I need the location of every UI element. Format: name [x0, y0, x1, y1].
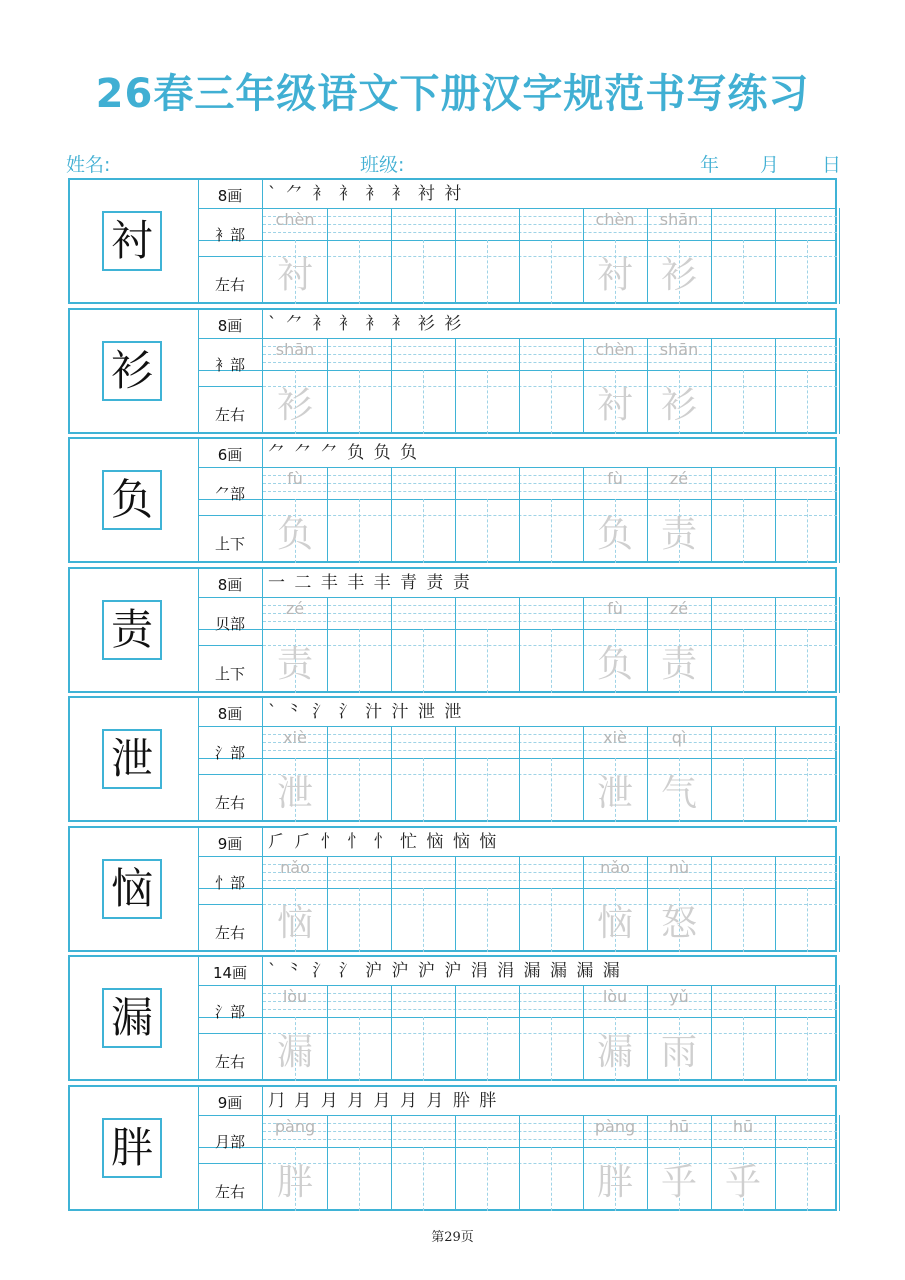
- trace-char: 衬: [276, 255, 313, 296]
- divider: [198, 338, 837, 339]
- divider: [198, 1163, 262, 1164]
- guide-line: [423, 1147, 424, 1211]
- char-block-负: [68, 437, 837, 563]
- stroke-order: ` ⺀ 氵 氵 汁 汁 泄 泄: [268, 702, 464, 722]
- guide-line: [551, 758, 552, 822]
- cell-border: [519, 467, 520, 563]
- guide-line: [263, 216, 837, 217]
- model-char: 胖: [102, 1118, 162, 1178]
- guide-line: [263, 742, 837, 743]
- month-label: 月: [760, 154, 780, 176]
- word-trace-char: 乎: [660, 1161, 697, 1203]
- word-pinyin: yǔ: [669, 987, 689, 1006]
- model-char: 衫: [102, 341, 162, 401]
- word-trace-char: 负: [596, 514, 633, 555]
- divider: [198, 985, 837, 986]
- radical: 衤部: [214, 226, 245, 244]
- cell-border: [455, 208, 456, 304]
- cell-border: [391, 856, 392, 952]
- radical: 氵部: [214, 744, 245, 762]
- cell-border: [519, 338, 520, 434]
- guide-line: [807, 1017, 808, 1081]
- stroke-count: 14画: [212, 964, 248, 982]
- radical: ⺈部: [214, 485, 245, 503]
- word-trace-char: 乎: [724, 1161, 761, 1203]
- word-pinyin: shān: [659, 339, 699, 359]
- word-pinyin: hū: [732, 1116, 754, 1136]
- cell-border: [519, 985, 520, 1081]
- cell-border: [455, 856, 456, 952]
- model-char: 恼: [102, 859, 162, 919]
- cell-border: [391, 208, 392, 304]
- cell-border: [519, 856, 520, 952]
- cell-border: [711, 208, 712, 304]
- guide-line: [551, 629, 552, 693]
- guide-line: [551, 888, 552, 952]
- guide-line: [487, 240, 488, 304]
- cell-border: [327, 338, 328, 434]
- trace-char: 泄: [276, 773, 313, 814]
- guide-line: [263, 904, 837, 905]
- cell-border: [455, 467, 456, 563]
- divider: [198, 904, 262, 905]
- guide-line: [359, 1017, 360, 1081]
- guide-line: [423, 629, 424, 693]
- guide-line: [263, 880, 837, 881]
- guide-line: [359, 499, 360, 563]
- divider: [198, 856, 837, 857]
- word-trace-char: 衬: [596, 255, 633, 296]
- cell-border: [711, 467, 712, 563]
- radical: 衤部: [214, 355, 245, 374]
- guide-line: [423, 758, 424, 822]
- guide-line: [263, 645, 837, 646]
- guide-line: [423, 888, 424, 952]
- guide-line: [423, 499, 424, 563]
- guide-line: [487, 629, 488, 693]
- divider: [198, 256, 262, 257]
- guide-line: [263, 386, 837, 387]
- guide-line: [263, 1001, 837, 1002]
- model-char: 泄: [102, 729, 162, 789]
- guide-line: [263, 872, 837, 873]
- cell-border: [519, 208, 520, 304]
- guide-line: [263, 475, 837, 476]
- guide-line: [743, 1017, 744, 1081]
- model-char: 漏: [102, 988, 162, 1048]
- cell-border: [839, 1115, 840, 1211]
- cell-border: [775, 208, 776, 304]
- cell-border: [391, 338, 392, 434]
- char-block-衬: [68, 178, 837, 304]
- cell-border: [391, 726, 392, 822]
- guide-line: [743, 499, 744, 563]
- guide-line: [263, 734, 837, 735]
- word-trace-char: 责: [660, 514, 697, 555]
- cell-border: [327, 726, 328, 822]
- guide-line: [743, 370, 744, 434]
- word-trace-char: 雨: [660, 1032, 697, 1073]
- divider: [198, 758, 837, 759]
- model-char: 负: [102, 470, 162, 530]
- word-pinyin: chèn: [595, 339, 635, 359]
- structure: 左右: [214, 794, 245, 812]
- page-title: 26春三年级语文下册汉字规范书写练习: [95, 71, 810, 117]
- char-block-责: [68, 567, 837, 693]
- guide-line: [263, 256, 837, 257]
- pinyin: fù: [287, 469, 303, 488]
- model-char: 责: [102, 600, 162, 660]
- structure: 上下: [214, 664, 245, 683]
- pinyin: shān: [275, 339, 315, 359]
- word-trace-char: 胖: [596, 1161, 633, 1203]
- structure: 左右: [214, 1182, 245, 1201]
- guide-line: [359, 1147, 360, 1211]
- char-block-衫: [68, 308, 837, 434]
- cell-border: [775, 597, 776, 693]
- word-trace-char: 衫: [660, 255, 697, 296]
- stroke-count: 8画: [217, 705, 243, 723]
- word-trace-char: 负: [596, 643, 633, 685]
- guide-line: [807, 240, 808, 304]
- guide-line: [263, 993, 837, 994]
- cell-border: [519, 597, 520, 693]
- trace-char: 恼: [276, 902, 313, 944]
- cell-border: [455, 985, 456, 1081]
- guide-line: [807, 629, 808, 693]
- guide-line: [263, 346, 837, 347]
- stroke-order: 一 二 丰 丰 丰 青 责 责: [268, 572, 472, 593]
- word-pinyin: fù: [607, 598, 623, 618]
- guide-line: [263, 621, 837, 622]
- cell-border: [839, 856, 840, 952]
- divider: [198, 888, 837, 889]
- guide-line: [807, 499, 808, 563]
- word-pinyin: zé: [669, 598, 689, 618]
- word-trace-char: 气: [660, 773, 697, 814]
- word-pinyin: xiè: [603, 728, 627, 747]
- word-pinyin: qì: [671, 728, 687, 747]
- guide-line: [743, 240, 744, 304]
- guide-line: [263, 864, 837, 865]
- cell-border: [327, 597, 328, 693]
- cell-border: [775, 467, 776, 563]
- guide-line: [423, 1017, 424, 1081]
- word-pinyin: nǎo: [600, 857, 630, 877]
- word-trace-char: 恼: [596, 902, 633, 944]
- word-pinyin: shān: [659, 210, 699, 229]
- trace-char: 漏: [276, 1032, 313, 1073]
- guide-line: [263, 491, 837, 492]
- pinyin: nǎo: [280, 857, 310, 877]
- divider: [198, 774, 262, 775]
- divider: [198, 645, 262, 646]
- divider: [198, 629, 837, 630]
- guide-line: [263, 1033, 837, 1034]
- divider: [198, 240, 837, 241]
- stroke-order: ⺈ ⺈ ⺈ 负 负 负: [268, 443, 420, 463]
- divider: [198, 1033, 262, 1034]
- stroke-order: ` ⺀ 氵 氵 沪 沪 沪 沪 涓 涓 漏 漏 漏 漏: [268, 961, 622, 981]
- stroke-order: ⺆ 月 月 月 月 月 月 肸 胖: [268, 1090, 499, 1111]
- cell-border: [775, 856, 776, 952]
- divider: [198, 597, 837, 598]
- cell-border: [839, 597, 840, 693]
- radical: 忄部: [214, 873, 245, 892]
- guide-line: [551, 240, 552, 304]
- cell-border: [455, 597, 456, 693]
- char-block-泄: [68, 696, 837, 822]
- guide-line: [263, 515, 837, 516]
- divider: [198, 1115, 837, 1116]
- guide-line: [263, 483, 837, 484]
- guide-line: [551, 499, 552, 563]
- year-label: 年: [700, 154, 720, 176]
- guide-line: [263, 232, 837, 233]
- cell-border: [327, 1115, 328, 1211]
- guide-line: [807, 1147, 808, 1211]
- guide-line: [807, 370, 808, 434]
- cell-border: [775, 338, 776, 434]
- guide-line: [359, 758, 360, 822]
- divider: [198, 208, 837, 209]
- guide-line: [263, 1009, 837, 1010]
- trace-char: 衫: [276, 384, 313, 426]
- word-trace-char: 衫: [660, 384, 697, 426]
- guide-line: [263, 750, 837, 751]
- word-pinyin: lòu: [602, 987, 628, 1006]
- divider: [198, 515, 262, 516]
- pinyin: zé: [285, 598, 305, 618]
- guide-line: [807, 758, 808, 822]
- cell-border: [839, 338, 840, 434]
- guide-line: [487, 370, 488, 434]
- guide-line: [423, 240, 424, 304]
- cell-border: [711, 597, 712, 693]
- radical: 月部: [214, 1132, 245, 1151]
- stroke-count: 6画: [217, 446, 243, 464]
- cell-border: [839, 726, 840, 822]
- char-block-恼: [68, 826, 837, 952]
- pinyin: lòu: [282, 987, 308, 1006]
- guide-line: [359, 240, 360, 304]
- radical: 贝部: [214, 614, 245, 633]
- cell-border: [327, 467, 328, 563]
- cell-border: [839, 985, 840, 1081]
- guide-line: [487, 888, 488, 952]
- structure: 左右: [214, 405, 245, 424]
- word-pinyin: hū: [668, 1116, 690, 1136]
- guide-line: [487, 499, 488, 563]
- word-pinyin: fù: [607, 469, 623, 488]
- guide-line: [487, 1147, 488, 1211]
- stroke-count: 8画: [217, 187, 243, 205]
- guide-line: [743, 888, 744, 952]
- word-pinyin: zé: [669, 469, 689, 488]
- trace-char: 责: [276, 643, 313, 685]
- divider: [198, 499, 837, 500]
- cell-border: [519, 726, 520, 822]
- guide-line: [743, 758, 744, 822]
- cell-border: [775, 985, 776, 1081]
- guide-line: [423, 370, 424, 434]
- trace-char: 胖: [276, 1161, 313, 1203]
- stroke-count: 9画: [217, 834, 243, 853]
- guide-line: [263, 224, 837, 225]
- model-char: 衬: [102, 211, 162, 271]
- word-pinyin: pàng: [594, 1116, 636, 1136]
- char-block-漏: [68, 955, 837, 1081]
- cell-border: [839, 208, 840, 304]
- stroke-count: 9画: [217, 1093, 243, 1112]
- divider: [198, 370, 837, 371]
- pinyin: xiè: [283, 728, 307, 747]
- divider: [198, 467, 837, 468]
- cell-border: [455, 338, 456, 434]
- divider: [198, 1017, 837, 1018]
- trace-char: 负: [276, 514, 313, 555]
- divider: [198, 1147, 837, 1148]
- stroke-order: ` ⺈ 衤 衤 衤 衤 衬 衬: [268, 184, 464, 204]
- cell-border: [391, 467, 392, 563]
- cell-border: [327, 208, 328, 304]
- stroke-order: ` ⺈ 衤 衤 衤 衤 衫 衫: [268, 313, 464, 334]
- word-pinyin: nù: [668, 857, 690, 877]
- cell-border: [455, 1115, 456, 1211]
- cell-border: [327, 985, 328, 1081]
- word-pinyin: chèn: [595, 210, 635, 229]
- structure: 左右: [214, 1053, 245, 1071]
- word-trace-char: 泄: [596, 773, 633, 814]
- stroke-order: ⺁ ⺁ 忄 忄 忄 忙 恼 恼 恼: [268, 831, 499, 852]
- class-label: 班级:: [360, 154, 405, 176]
- word-trace-char: 漏: [596, 1032, 633, 1073]
- divider: [198, 386, 262, 387]
- stroke-count: 8画: [217, 316, 243, 335]
- guide-line: [263, 774, 837, 775]
- cell-border: [711, 856, 712, 952]
- guide-line: [807, 888, 808, 952]
- structure: 上下: [214, 535, 245, 553]
- cell-border: [711, 726, 712, 822]
- stroke-count: 8画: [217, 575, 243, 594]
- guide-line: [359, 629, 360, 693]
- guide-line: [487, 758, 488, 822]
- guide-line: [263, 605, 837, 606]
- cell-border: [327, 856, 328, 952]
- radical: 氵部: [214, 1003, 245, 1021]
- cell-border: [519, 1115, 520, 1211]
- cell-border: [775, 726, 776, 822]
- guide-line: [551, 370, 552, 434]
- day-label: 日: [822, 154, 842, 176]
- guide-line: [263, 1139, 837, 1140]
- guide-line: [487, 1017, 488, 1081]
- cell-border: [839, 467, 840, 563]
- cell-border: [391, 985, 392, 1081]
- word-trace-char: 衬: [596, 384, 633, 426]
- cell-border: [391, 597, 392, 693]
- guide-line: [263, 354, 837, 355]
- pinyin: pàng: [274, 1116, 316, 1136]
- guide-line: [743, 629, 744, 693]
- cell-border: [775, 1115, 776, 1211]
- cell-border: [711, 338, 712, 434]
- guide-line: [359, 888, 360, 952]
- pinyin: chèn: [275, 210, 315, 229]
- name-label: 姓名:: [66, 154, 111, 176]
- divider: [198, 726, 837, 727]
- guide-line: [551, 1147, 552, 1211]
- guide-line: [263, 613, 837, 614]
- guide-line: [551, 1017, 552, 1081]
- cell-border: [455, 726, 456, 822]
- word-trace-char: 责: [660, 643, 697, 685]
- word-trace-char: 怒: [660, 902, 697, 944]
- guide-line: [359, 370, 360, 434]
- structure: 左右: [214, 276, 245, 294]
- char-block-胖: [68, 1085, 837, 1211]
- structure: 左右: [214, 923, 245, 942]
- cell-border: [711, 985, 712, 1081]
- cell-border: [391, 1115, 392, 1211]
- guide-line: [263, 362, 837, 363]
- page-number: 第29页: [431, 1230, 474, 1245]
